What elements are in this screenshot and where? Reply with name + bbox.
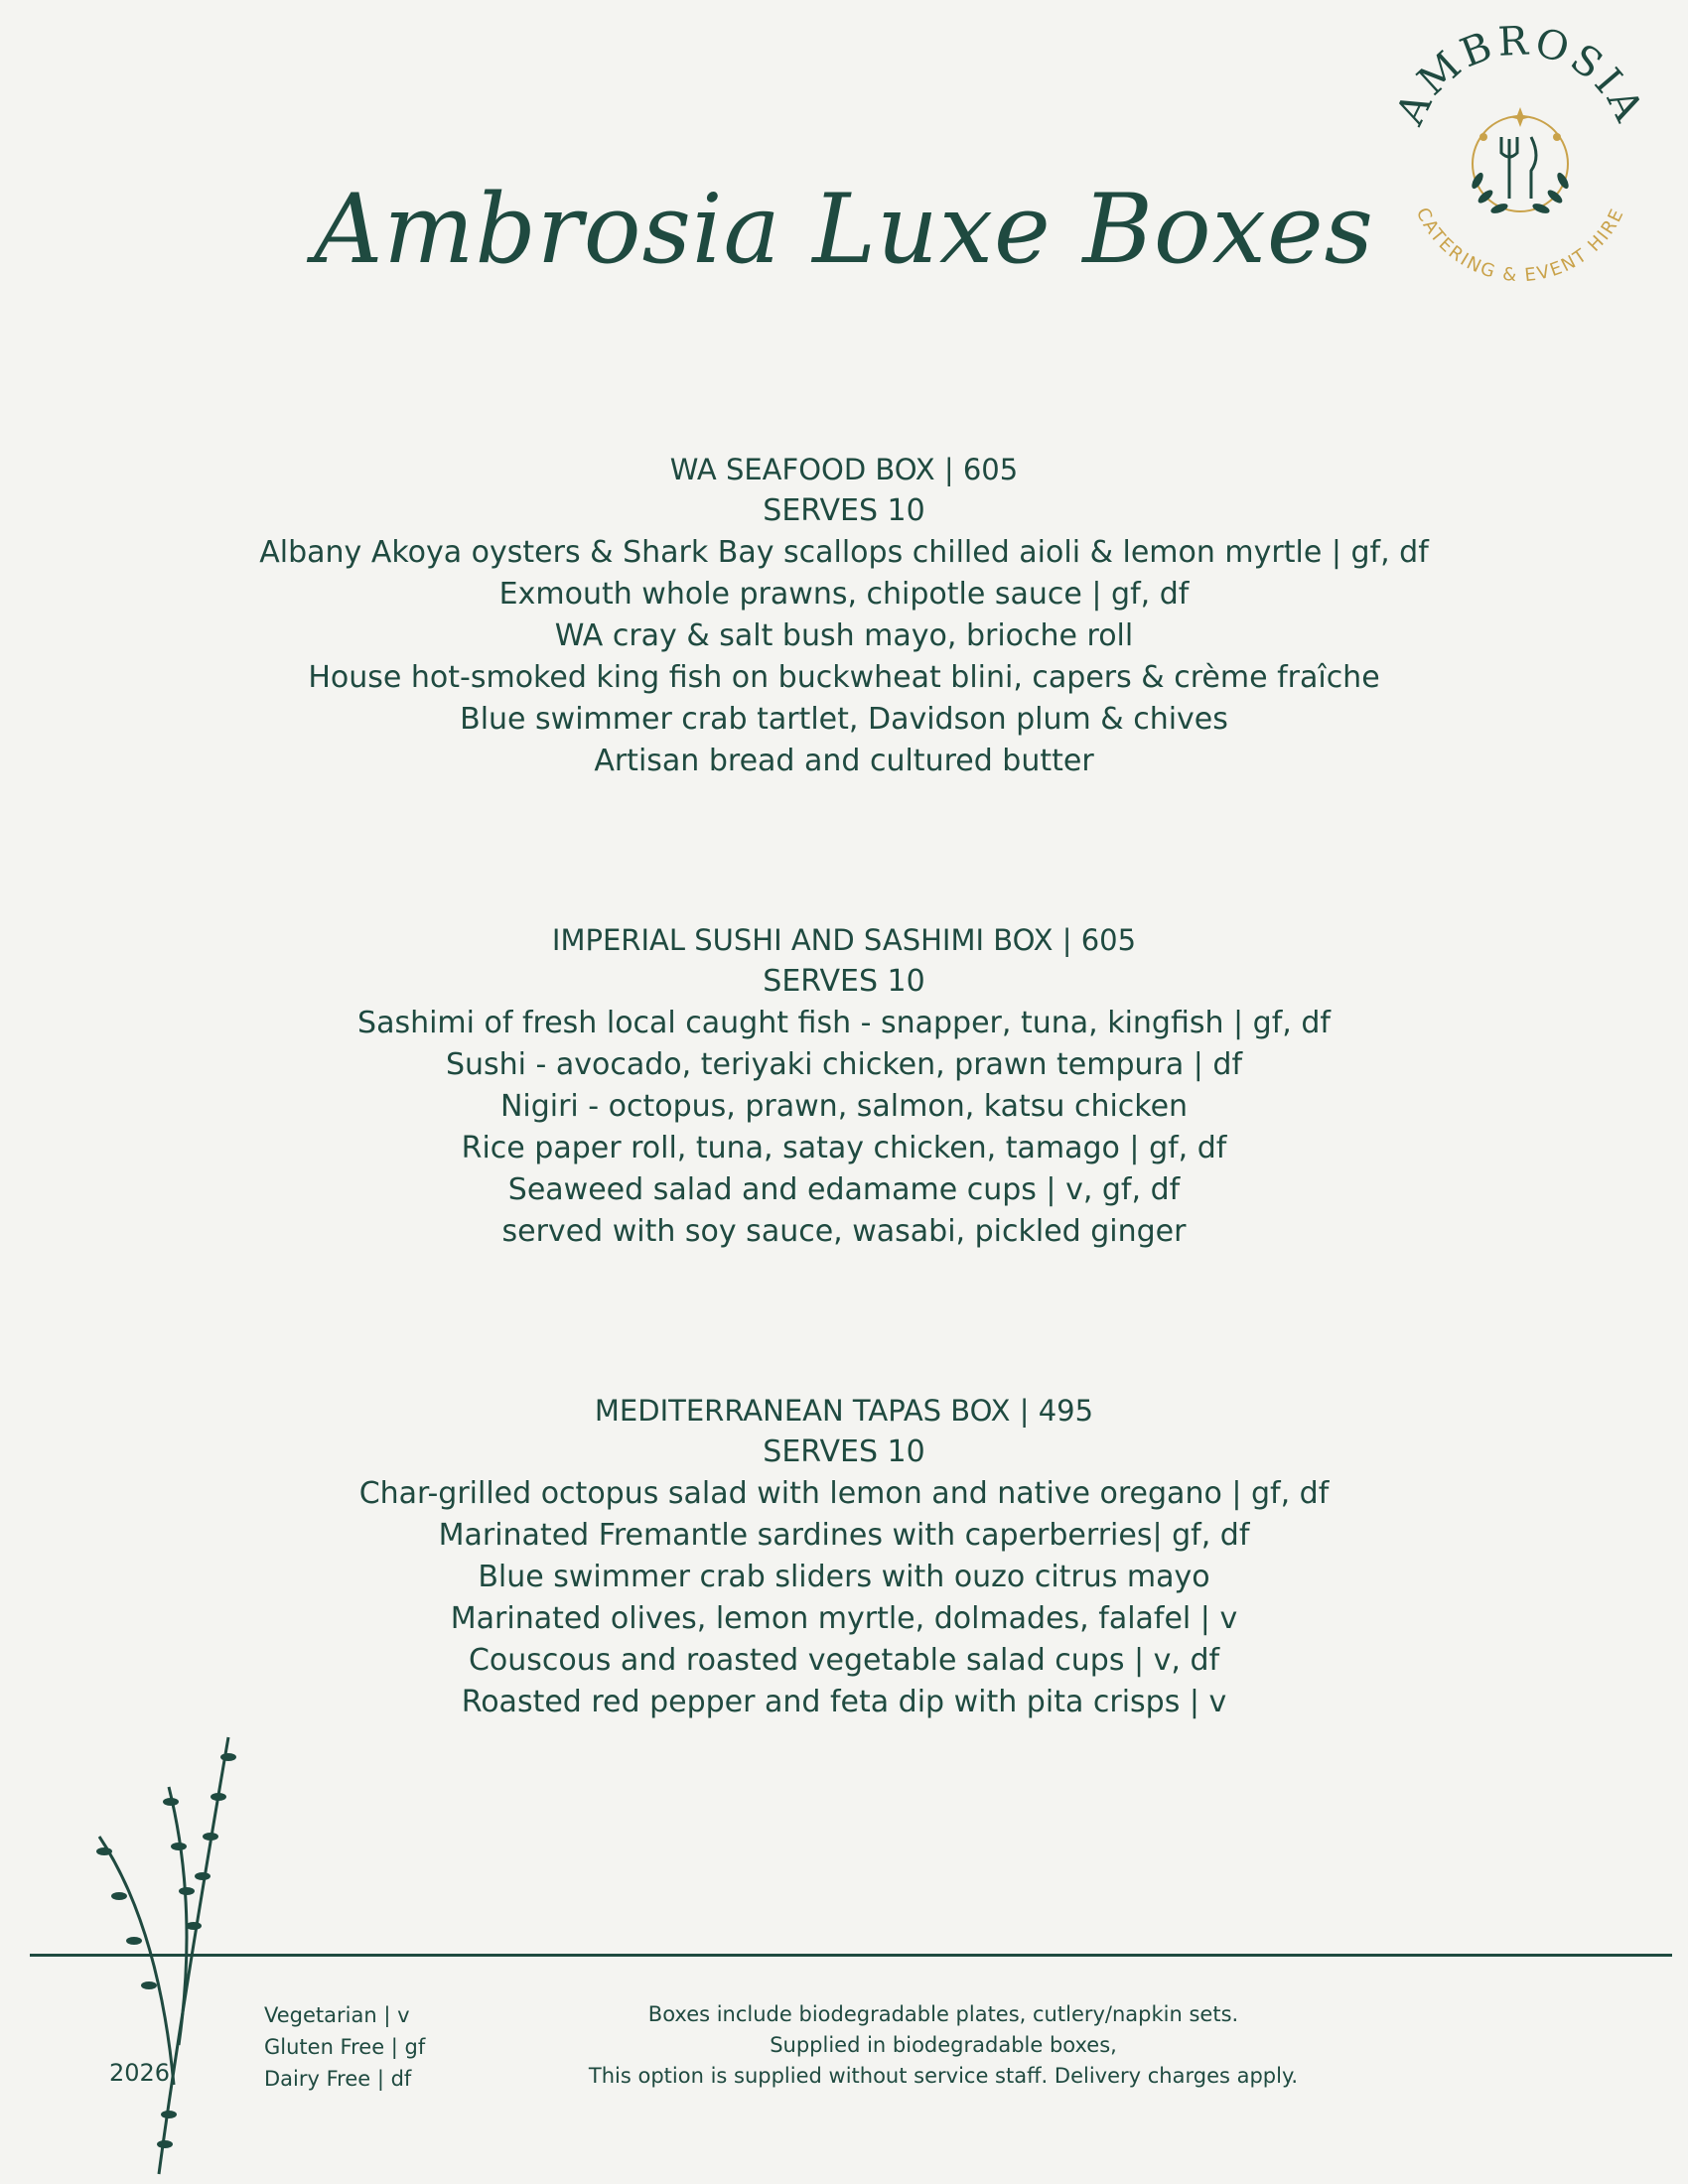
menu-item: Seaweed salad and edamame cups | v, gf, df xyxy=(507,1172,1181,1207)
footer-note: This option is supplied without service staff. Delivery charges apply. xyxy=(588,2064,1299,2088)
section-serves: SERVES 10 xyxy=(763,1434,925,1469)
menu-item: Rice paper roll, tuna, satay chicken, tamago | gf, df xyxy=(461,1131,1227,1165)
menu-item: WA cray & salt bush mayo, brioche roll xyxy=(554,618,1134,653)
menu-item: Exmouth whole prawns, chipotle sauce | gf, df xyxy=(498,577,1190,612)
menu-item: served with soy sauce, wasabi, pickled ginger xyxy=(501,1214,1187,1249)
section-heading: IMPERIAL SUSHI AND SASHIMI BOX | 605 xyxy=(551,923,1137,957)
menu-item: Artisan bread and cultured butter xyxy=(594,744,1094,778)
footer-note: Supplied in biodegradable boxes, xyxy=(770,2033,1117,2057)
menu-item: Albany Akoya oysters & Shark Bay scallops chilled aioli & lemon myrtle | gf, df xyxy=(259,535,1429,570)
menu-item: Sashimi of fresh local caught fish - snapper, tuna, kingfish | gf, df xyxy=(357,1006,1331,1040)
legend-item: Dairy Free | df xyxy=(264,2067,412,2091)
footer-divider xyxy=(30,1954,1672,1957)
section-serves: SERVES 10 xyxy=(763,964,925,999)
footer-note: Boxes include biodegradable plates, cutlery/napkin sets. xyxy=(647,2002,1239,2026)
section-tapas-box xyxy=(0,1390,1688,1723)
section-seafood-box xyxy=(0,449,1688,782)
footer-notes xyxy=(496,1999,1390,2092)
ambrosia-logo xyxy=(1386,20,1654,308)
menu-item: Roasted red pepper and feta dip with pita crisps | v xyxy=(461,1685,1227,1719)
page-title: Ambrosia Luxe Boxes xyxy=(314,174,1374,285)
logo-tagline: CATERING & EVENT HIRE xyxy=(1411,204,1629,287)
logo-name: AMBROSIA xyxy=(1387,20,1653,132)
section-heading: MEDITERRANEAN TAPAS BOX | 495 xyxy=(594,1394,1094,1428)
menu-item: Marinated olives, lemon myrtle, dolmades, falafel | v xyxy=(450,1601,1238,1636)
dietary-legend xyxy=(264,1999,425,2095)
menu-item: House hot-smoked king fish on buckwheat blini, capers & crème fraîche xyxy=(308,660,1380,695)
menu-item: Sushi - avocado, teriyaki chicken, prawn tempura | df xyxy=(445,1047,1243,1082)
section-sushi-box xyxy=(0,919,1688,1253)
menu-item: Marinated Fremantle sardines with caperberries| gf, df xyxy=(438,1518,1250,1553)
cutlery-wreath-icon xyxy=(1501,137,1536,199)
legend-item: Gluten Free | gf xyxy=(264,2035,426,2059)
menu-item: Couscous and roasted vegetable salad cups | v, df xyxy=(468,1643,1220,1678)
section-heading: WA SEAFOOD BOX | 605 xyxy=(669,453,1019,486)
section-serves: SERVES 10 xyxy=(763,493,925,528)
footer-year: 2026 xyxy=(109,2059,171,2087)
menu-item: Blue swimmer crab tartlet, Davidson plum & chives xyxy=(460,702,1228,737)
menu-item: Blue swimmer crab sliders with ouzo citrus mayo xyxy=(478,1560,1210,1594)
legend-item: Vegetarian | v xyxy=(264,2003,410,2027)
menu-item: Char-grilled octopus salad with lemon and native oregano | gf, df xyxy=(358,1476,1330,1511)
menu-item: Nigiri - octopus, prawn, salmon, katsu chicken xyxy=(499,1089,1189,1124)
